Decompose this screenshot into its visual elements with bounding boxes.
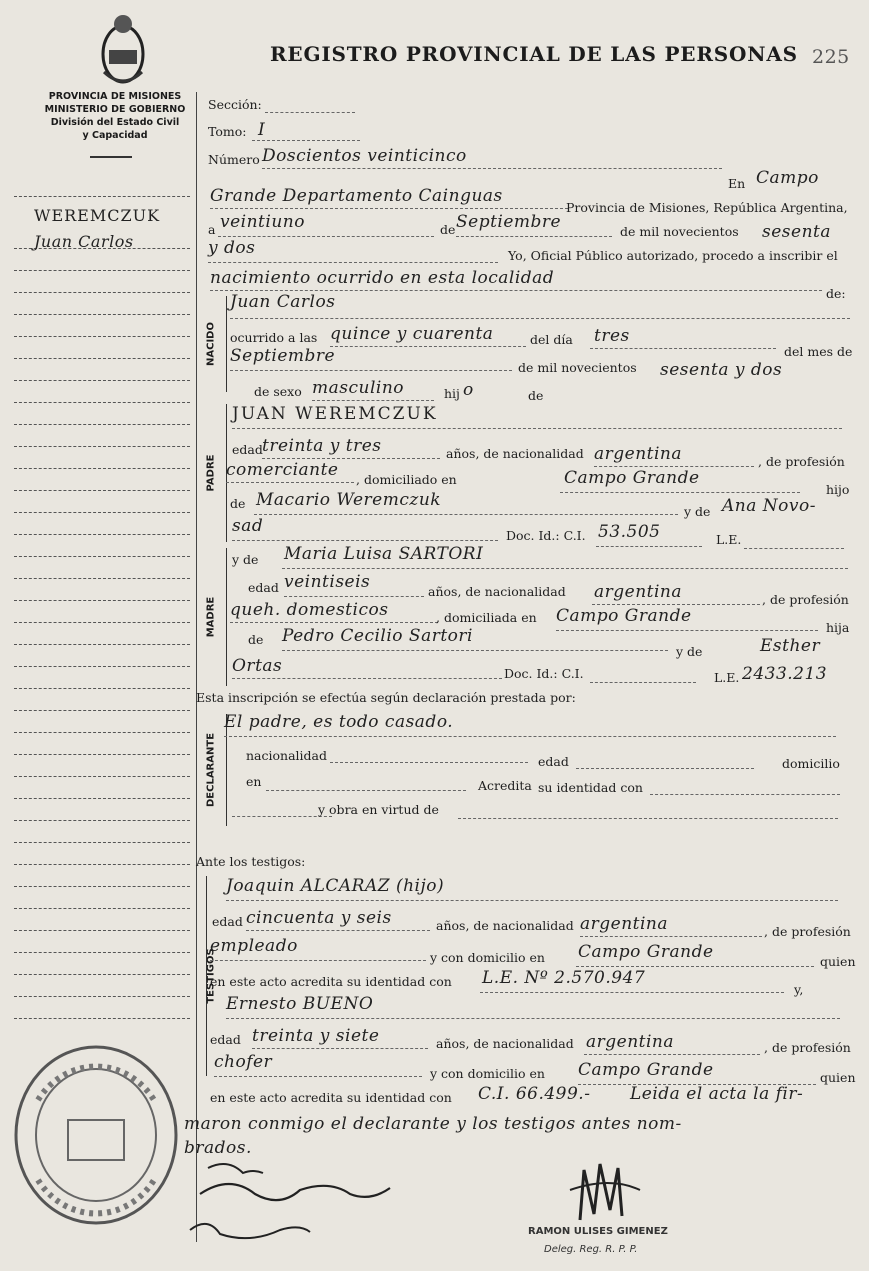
tomo-label: Tomo: [208, 124, 247, 139]
padre-mother-b: sad [232, 516, 264, 536]
t1-edad-label: edad [212, 914, 243, 929]
madre-nac: argentina [594, 582, 683, 602]
madre-le-value: 2433.213 [742, 664, 828, 684]
declarante-nac-label: nacionalidad [246, 748, 327, 763]
nacido-section-label: NACIDO [205, 322, 217, 366]
t1-prof: empleado [210, 936, 298, 956]
nacido-month: Septiembre [230, 346, 336, 366]
del-dia-label: del día [530, 332, 573, 347]
declarante-en-label: en [246, 774, 262, 789]
t2-acredita-label: en este acto acredita su identidad con [210, 1090, 452, 1105]
declarante-value: El padre, es todo casado. [224, 712, 454, 732]
declarante-su-identidad-label: su identidad con [538, 780, 643, 795]
madre-hija-label: hija [826, 620, 850, 635]
t1-edad: cincuenta y seis [246, 908, 392, 928]
del-mes-label: del mes de [784, 344, 853, 359]
padre-de-label: de [230, 496, 246, 511]
madre-domicilio: Campo Grande [556, 606, 692, 626]
closing-a: Leida el acta la fir- [630, 1084, 804, 1104]
t1-doc: L.E. Nº 2.570.947 [482, 968, 646, 988]
madre-section-label: MADRE [205, 596, 217, 638]
padre-mother-a: Ana Novo- [722, 496, 816, 516]
nacido-de-label: de [528, 388, 544, 403]
padre-doc-value: 53.505 [598, 522, 661, 542]
place-value-a: Campo [756, 168, 819, 188]
t1-domicilio-label: y con domicilio en [430, 950, 545, 965]
t1-name: Joaquin ALCARAZ (hijo) [226, 876, 445, 896]
t1-quien-label: quien [820, 954, 856, 969]
declarante-edad-label: edad [538, 754, 569, 769]
t2-edad-label: edad [210, 1032, 241, 1047]
ocurrido-label: ocurrido a las [230, 330, 318, 345]
officer-name: RAMON ULISES GIMENEZ [528, 1226, 668, 1237]
madre-mother-a: Esther [760, 636, 821, 656]
t2-dom: Campo Grande [578, 1060, 714, 1080]
closing-c: brados. [184, 1138, 252, 1158]
t1-acredita-label: en este acto acredita su identidad con [210, 974, 452, 989]
t1-y-label: y, [794, 982, 804, 997]
padre-y-de-label: y de [684, 504, 711, 519]
t2-quien-label: quien [820, 1070, 856, 1085]
hij-value: o [463, 380, 474, 400]
office-province: PROVINCIA DE MISIONES [48, 91, 182, 102]
t2-doc: C.I. 66.499.- [478, 1084, 591, 1104]
hij-label: hij [444, 386, 460, 401]
madre-le-label: L.E. [714, 670, 740, 685]
padre-profesion: comerciante [226, 460, 339, 480]
nacido-name: Juan Carlos [230, 292, 336, 312]
madre-mother-b: Ortas [232, 656, 283, 676]
madre-profesion: queh. domesticos [230, 600, 389, 620]
t1-profesion-label: , de profesión [764, 924, 851, 939]
month-value: Septiembre [456, 212, 562, 232]
event-value: nacimiento ocurrido en esta localidad [210, 268, 555, 288]
madre-y-de-label: y de [232, 552, 259, 567]
office-ministry: MINISTERIO DE GOBIERNO [44, 104, 186, 115]
page-number: 225 [812, 46, 850, 68]
nacido-year: sesenta y dos [660, 360, 783, 380]
tomo-value: I [258, 120, 266, 140]
padre-edad: treinta y tres [262, 436, 382, 456]
en-label: En [728, 176, 746, 191]
madre-doc-label: Doc. Id.: C.I. [504, 666, 584, 681]
sexo-value: masculino [312, 378, 405, 398]
padre-anos-label: años, de nacionalidad [446, 446, 584, 461]
de-label: de [440, 222, 456, 237]
numero-label: Número [208, 152, 260, 167]
day-value: veintiuno [220, 212, 305, 232]
closing-b: maron conmigo el declarante y los testigos antes nom- [184, 1114, 682, 1134]
t2-anos-label: años, de nacionalidad [436, 1036, 574, 1051]
officer-text: Yo, Oficial Público autorizado, procedo a inscribir el [508, 248, 838, 263]
madre-edad: veintiseis [284, 572, 371, 592]
place-value-b: Grande Departamento Cainguas [210, 186, 503, 206]
sexo-label: de sexo [254, 384, 302, 399]
year-value-a: sesenta [762, 222, 831, 242]
padre-doc-label: Doc. Id.: C.I. [506, 528, 586, 543]
t2-name: Ernesto BUENO [226, 994, 374, 1014]
declarante-section-label: DECLARANTE [205, 732, 217, 808]
nacido-day: tres [594, 326, 630, 346]
t2-nac: argentina [586, 1032, 675, 1052]
coat-of-arms-icon [96, 10, 150, 90]
page-title: REGISTRO PROVINCIAL DE LAS PERSONAS [270, 42, 798, 66]
t1-anos-label: años, de nacionalidad [436, 918, 574, 933]
padre-domicilio-label: , domiciliado en [356, 472, 457, 487]
numero-value: Doscientos veinticinco [262, 146, 467, 166]
padre-nac: argentina [594, 444, 683, 464]
madre-father: Pedro Cecilio Sartori [282, 626, 473, 646]
testigos-section-label: TESTIGOS [205, 948, 217, 1004]
padre-le-label: L.E. [716, 532, 742, 547]
signatures-drawing [180, 1156, 460, 1266]
declarante-obra-label: y obra en virtud de [318, 802, 439, 817]
madre-profesion-label: , de profesión [762, 592, 849, 607]
padre-section-label: PADRE [205, 454, 217, 492]
a-label: a [208, 222, 216, 237]
seccion-label: Sección: [208, 97, 262, 112]
padre-domicilio: Campo Grande [564, 468, 700, 488]
t2-prof: chofer [214, 1052, 273, 1072]
declarante-acredita-label: Acredita [478, 778, 532, 793]
province-text: Provincia de Misiones, República Argentina, [566, 200, 848, 215]
padre-edad-label: edad [232, 442, 263, 457]
margin-given-names: Juan Carlos [34, 232, 134, 251]
t2-domicilio-label: y con domicilio en [430, 1066, 545, 1081]
office-underline [90, 156, 132, 158]
declarante-intro: Esta inscripción se efectúa según declaración prestada por: [196, 690, 576, 705]
time-value: quince y cuarenta [330, 324, 494, 344]
madre-anos-label: años, de nacionalidad [428, 584, 566, 599]
nacido-year-label: de mil novecientos [518, 360, 637, 375]
padre-hijo-label: hijo [826, 482, 850, 497]
madre-y-de2-label: y de [676, 644, 703, 659]
official-seal-icon [8, 1040, 184, 1230]
t2-profesion-label: , de profesión [764, 1040, 851, 1055]
t1-nac: argentina [580, 914, 669, 934]
madre-domicilio-label: , domiciliada en [436, 610, 537, 625]
officer-title: Deleg. Reg. R. P. P. [544, 1244, 638, 1255]
madre-name: Maria Luisa SARTORI [284, 544, 484, 564]
t2-edad: treinta y siete [252, 1026, 380, 1046]
margin-vertical-rule [196, 92, 197, 1242]
margin-surname: WEREMCZUK [34, 206, 161, 225]
office-division: División del Estado Civil [50, 117, 180, 128]
madre-de-label: de [248, 632, 264, 647]
year-value-b: y dos [208, 238, 256, 258]
declarante-domicilio-label: domicilio [782, 756, 840, 771]
de-colon: de: [826, 286, 846, 301]
padre-father: Macario Weremczuk [256, 490, 442, 510]
padre-name: JUAN WEREMCZUK [232, 404, 438, 424]
testigos-intro: Ante los testigos: [196, 854, 306, 869]
year-text: de mil novecientos [620, 224, 739, 239]
t1-dom: Campo Grande [578, 942, 714, 962]
madre-edad-label: edad [248, 580, 279, 595]
padre-profesion-label: , de profesión [758, 454, 845, 469]
office-capacity: y Capacidad [82, 130, 148, 141]
